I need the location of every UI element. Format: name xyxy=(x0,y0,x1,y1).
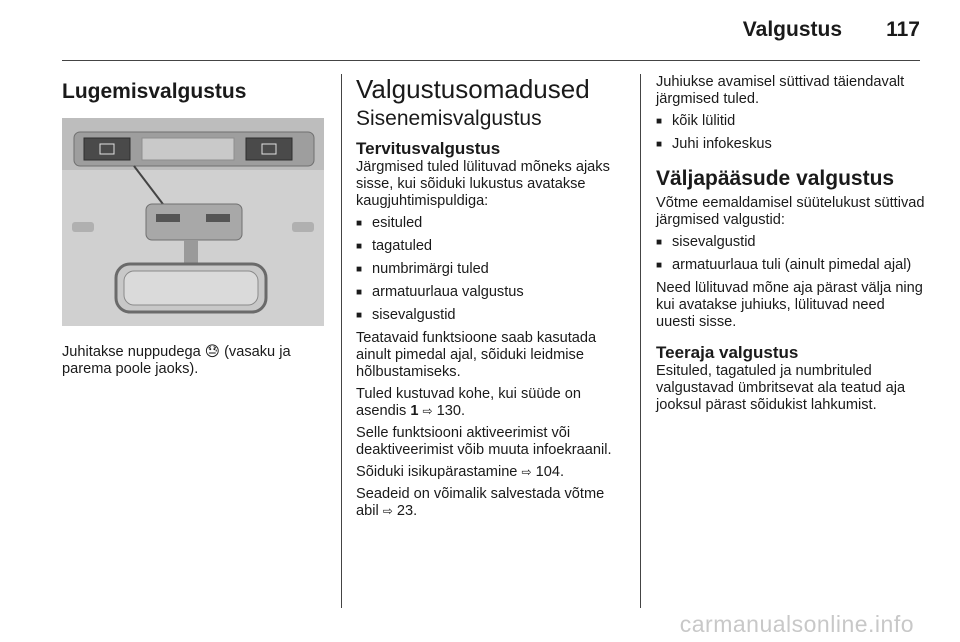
page-number: 117 xyxy=(886,18,920,41)
bold-text: 1 xyxy=(410,403,419,419)
column-divider-1 xyxy=(341,74,342,608)
header-rule xyxy=(62,60,920,61)
column-divider-2 xyxy=(640,74,641,608)
reference-arrow-icon: ⇨ xyxy=(422,404,433,418)
column-2 xyxy=(356,74,626,525)
column-1 xyxy=(62,74,324,383)
reference-arrow-icon: ⇨ xyxy=(382,504,393,518)
section-heading: Lugemisvalgustus xyxy=(62,80,247,103)
text: Seadeid on võimalik salvestada võtme abil xyxy=(356,486,605,519)
paragraph: Need lülituvad mõne aja pärast välja ning kui avatakse juhiuks, lülituvad need uuesti sisse. xyxy=(656,280,923,330)
watermark: carmanualsonline.info xyxy=(679,611,914,637)
list-item: ■ sisevalgustid xyxy=(356,307,626,324)
list-item: ■ tagatuled xyxy=(356,238,626,255)
lights-list xyxy=(356,215,626,324)
column-3 xyxy=(656,74,926,419)
text: Sõiduki isikupärastamine xyxy=(356,464,522,480)
list-item: ■ sisevalgustid xyxy=(656,234,926,251)
caption: Juhitakse nuppudega 😓 (vasaku ja parema poole jaoks). xyxy=(62,344,291,377)
page-reference: 130. xyxy=(436,403,466,419)
paragraph xyxy=(356,464,626,481)
intro-paragraph: Järgmised tuled lülituvad mõneks ajaks sisse, kui sõiduki lukustus avatakse kaugjuhtimispuldiga: xyxy=(356,159,610,209)
paragraph xyxy=(356,386,626,420)
list-item: ■ numbrimärgi tuled xyxy=(356,261,626,278)
sub-sub-heading: Tervitusvalgustus xyxy=(356,139,501,158)
paragraph: Selle funktsiooni aktiveerimist või deaktiveerimist võib muuta infoekraanil. xyxy=(356,425,612,458)
list-item: ■ esituled xyxy=(356,215,626,232)
text: Tuled kustuvad kohe, kui süüde on asendis xyxy=(356,386,581,419)
list-item: ■ armatuurlaua tuli (ainult pimedal ajal) xyxy=(656,257,926,274)
sub-heading: Teeraja valgustus xyxy=(656,343,799,362)
list-item: ■ kõik lülitid xyxy=(656,113,926,130)
page-reference: 104. xyxy=(535,464,565,480)
intro-paragraph: Juhiukse avamisel süttivad täiendavalt järgmised tuled. xyxy=(656,74,905,107)
exit-lights-list xyxy=(656,234,926,274)
header-title: Valgustus xyxy=(742,18,842,41)
reference-arrow-icon: ⇨ xyxy=(521,465,532,479)
reading-light-photo xyxy=(62,118,324,326)
paragraph: Teatavaid funktsioone saab kasutada ainult pimedal ajal, sõiduki leidmise hõlbustamiseks. xyxy=(356,330,597,380)
page-reference: 23. xyxy=(396,503,418,519)
paragraph: Võtme eemaldamisel süütelukust süttivad järgmised valgustid: xyxy=(656,195,925,228)
section-heading: Väljapääsude valgustus xyxy=(656,167,895,190)
list-item: ■ Juhi infokeskus xyxy=(656,136,926,153)
main-heading: Valgustusomadused xyxy=(356,74,590,104)
paragraph: Esituled, tagatuled ja numbrituled valgustavad ümbritsevat ala teatud aja jooksul pärast sõidukist lahkumist. xyxy=(656,363,906,413)
sub-heading: Sisenemisvalgustus xyxy=(356,107,542,130)
paragraph xyxy=(356,486,626,520)
extra-lights-list xyxy=(656,113,926,153)
list-item: ■ armatuurlaua valgustus xyxy=(356,284,626,301)
